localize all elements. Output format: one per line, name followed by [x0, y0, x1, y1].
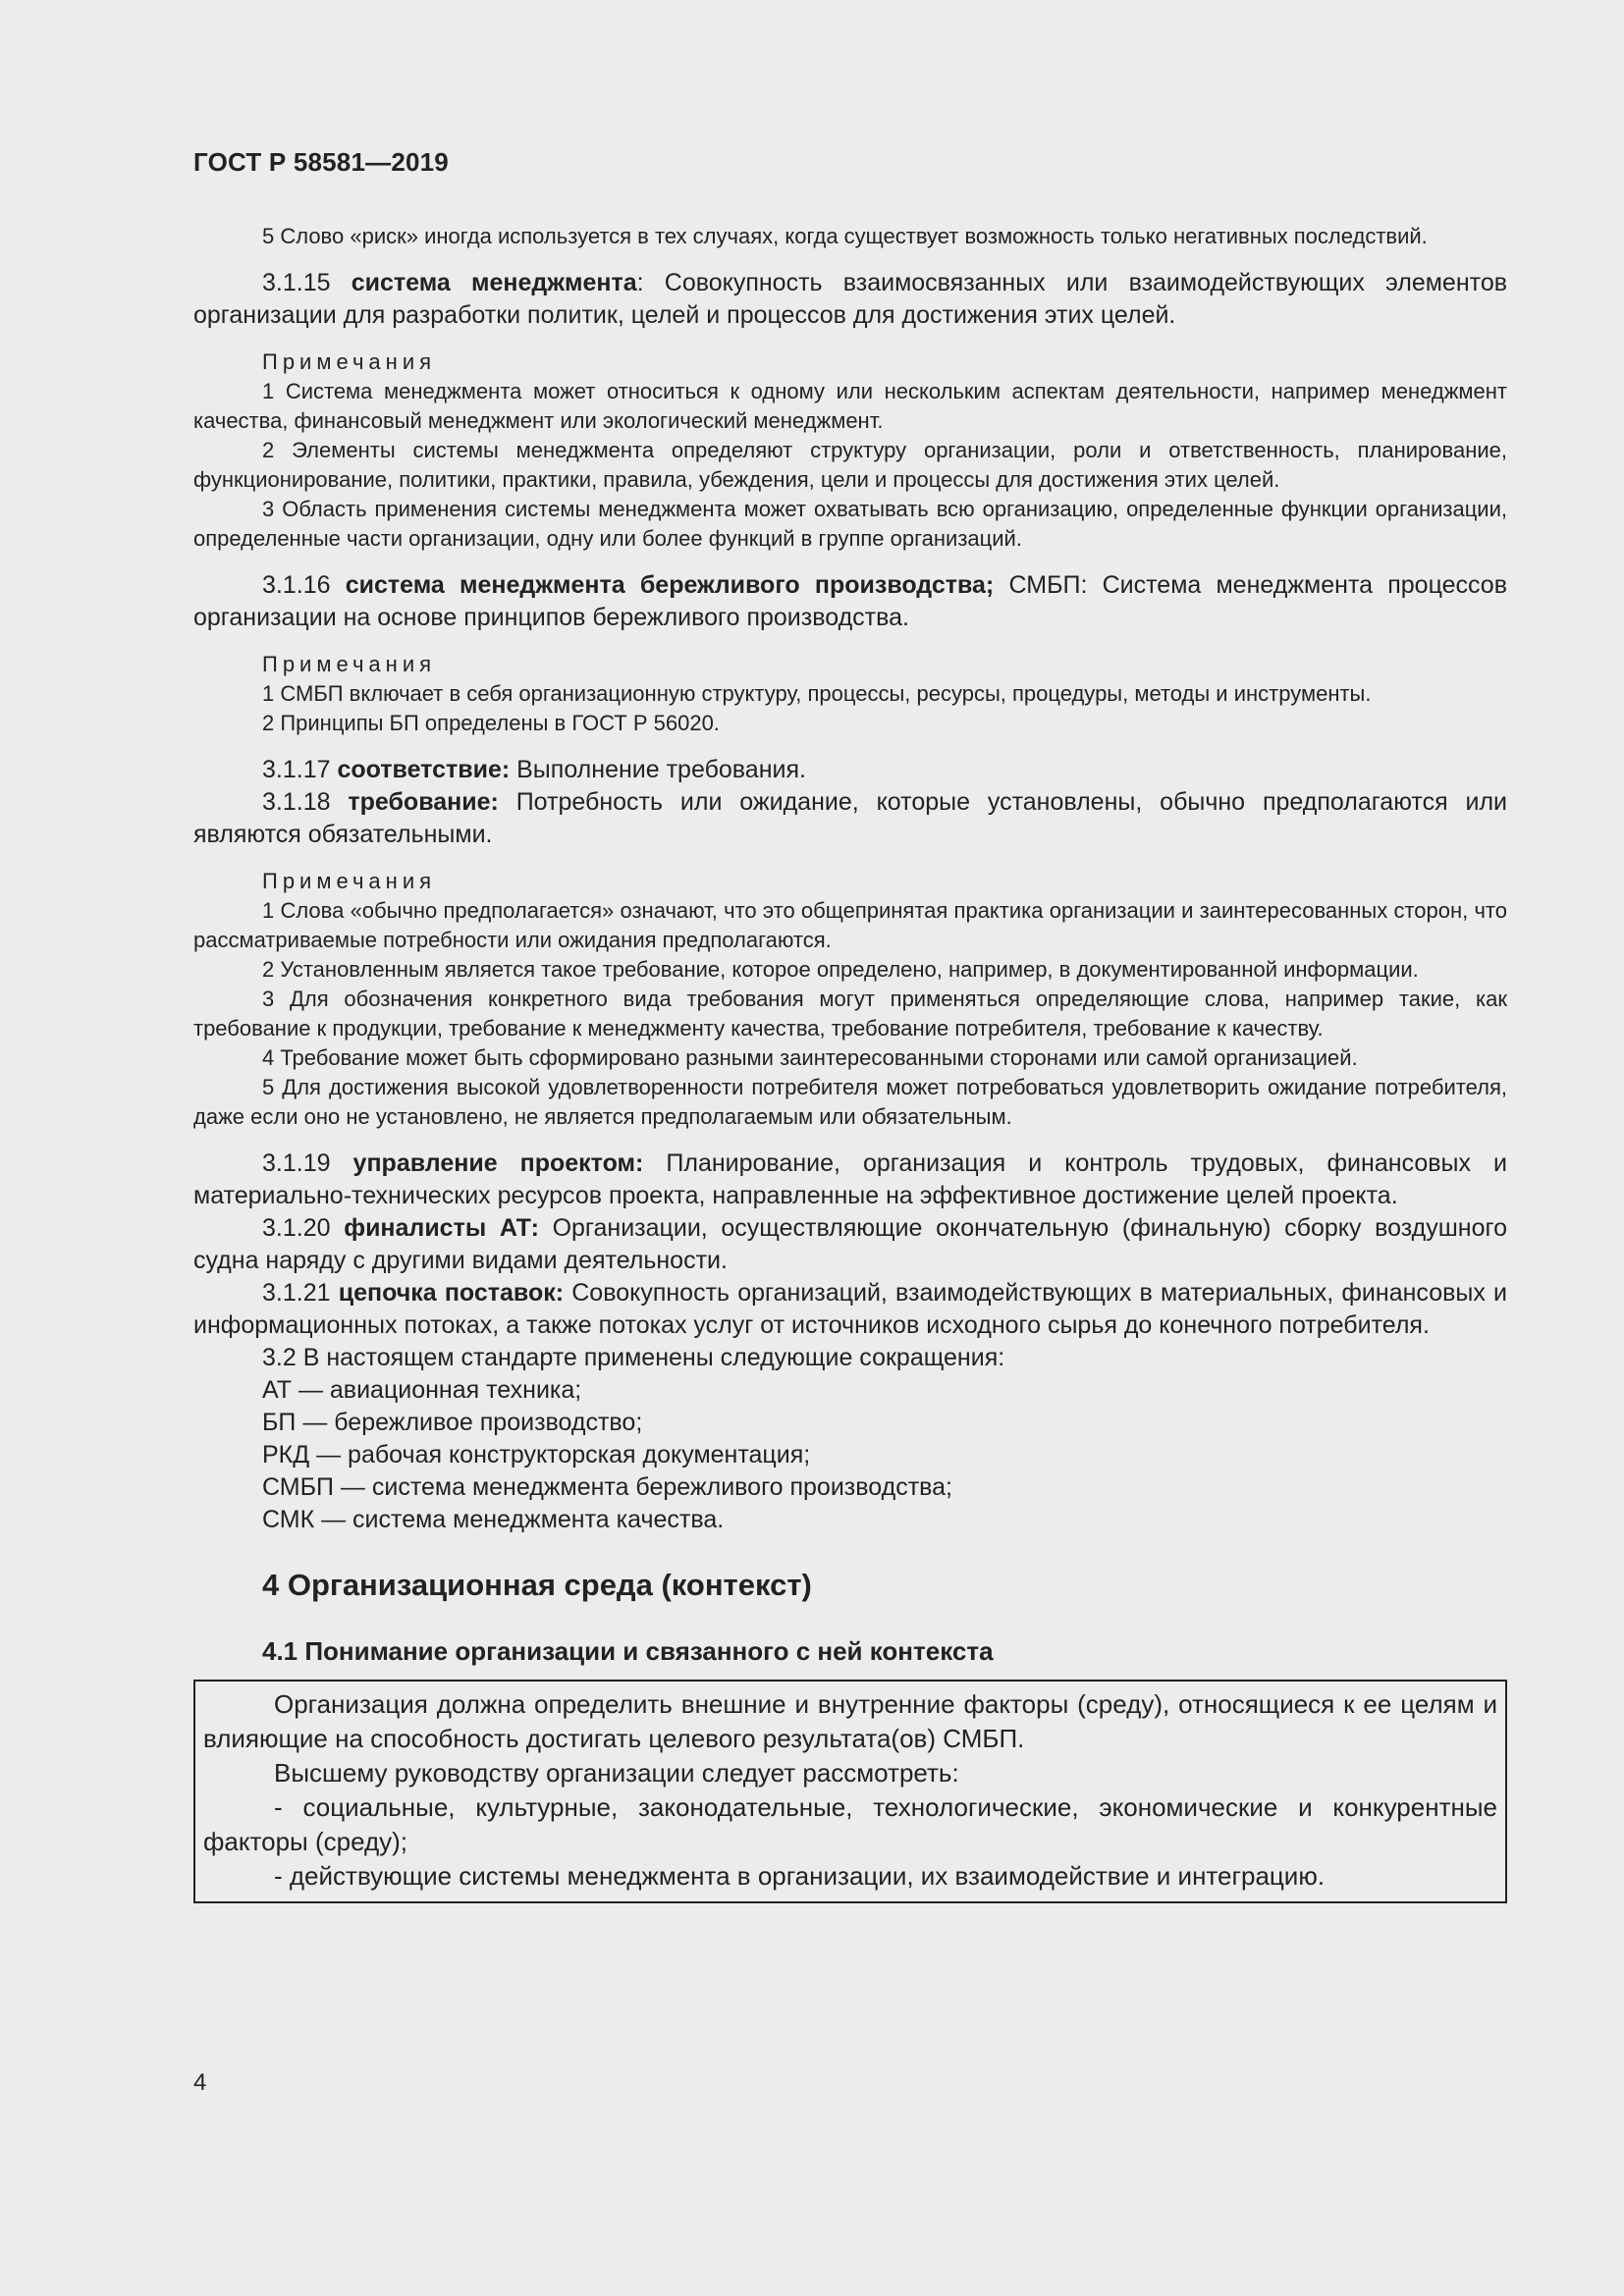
- note-item: 3 Для обозначения конкретного вида требования могут применяться определяющие слова, например такие, как требование к продукции, требование к менеджменту качества, требование потребителя, требование к качеству.: [193, 987, 1507, 1041]
- box-list-item: - действующие системы менеджмента в организации, их взаимодействие и интеграцию.: [274, 1861, 1326, 1891]
- abbreviation-item: СМБП — система менеджмента бережливого производства;: [262, 1473, 953, 1501]
- abbreviation-item: АТ — авиационная техника;: [262, 1376, 582, 1404]
- page-content: [193, 147, 1507, 1903]
- note-item: 2 Элементы системы менеджмента определяют структуру организации, роли и ответственность, планирование, функционирование, политики, практики, правила, убеждения, цели и процессы для достижения этих целей.: [193, 438, 1507, 492]
- notes-heading: Примечания: [262, 652, 437, 676]
- notes-heading: Примечания: [262, 349, 437, 374]
- box-paragraph: Организация должна определить внешние и внутренние факторы (среду), относящиеся к ее целям и влияющие на способность достигать целевого результата(ов) СМБП.: [203, 1689, 1497, 1753]
- page-number: 4: [193, 2069, 207, 2096]
- note-item: 3 Область применения системы менеджмента может охватывать всю организацию, определенные функции организации, определенные части организации, одну или более функций в группе организаций.: [193, 497, 1507, 551]
- note-item: 2 Установленным является такое требование, которое определено, например, в документированной информации.: [262, 957, 1419, 982]
- definition-3-1-19: 3.1.19 управление проектом: Планирование, организация и контроль трудовых, финансовых и материально-технических ресурсов проекта, направленные на эффективное достижение целей проекта.: [193, 1149, 1507, 1209]
- framed-requirement-box: [193, 1680, 1507, 1903]
- note-item: 1 Слова «обычно предполагается» означают, что это общепринятая практика организации и заинтересованных сторон, что рассматриваемые потребности или ожидания предполагаются.: [193, 898, 1507, 952]
- abbreviation-item: БП — бережливое производство;: [262, 1409, 643, 1436]
- abbreviations-intro: 3.2 В настоящем стандарте применены следующие сокращения:: [262, 1344, 1005, 1371]
- definition-3-1-17: 3.1.17 соответствие: Выполнение требования.: [262, 756, 806, 783]
- note-risk: 5 Слово «риск» иногда используется в тех случаях, когда существует возможность только негативных последствий.: [262, 224, 1428, 248]
- section-4-title: 4 Организационная среда (контекст): [262, 1568, 812, 1602]
- definition-3-1-20: 3.1.20 финалисты АТ: Организации, осуществляющие окончательную (финальную) сборку воздушного судна наряду с другими видами деятельности.: [193, 1214, 1507, 1274]
- note-item: 1 Система менеджмента может относиться к одному или нескольким аспектам деятельности, например менеджмент качества, финансовый менеджмент или экологический менеджмент.: [193, 379, 1507, 433]
- definition-3-1-21: 3.1.21 цепочка поставок: Совокупность организаций, взаимодействующих в материальных, финансовых и информационных потоках, а также потоках услуг от источников исходного сырья до конечного потребителя.: [193, 1279, 1507, 1339]
- document-code: ГОСТ Р 58581—2019: [193, 147, 449, 177]
- note-item: 2 Принципы БП определены в ГОСТ Р 56020.: [262, 711, 720, 735]
- note-item: 4 Требование может быть сформировано разными заинтересованными сторонами или самой организацией.: [262, 1045, 1358, 1070]
- box-list-item: - социальные, культурные, законодательные, технологические, экономические и конкурентные факторы (среду);: [203, 1792, 1497, 1856]
- abbreviation-item: СМК — система менеджмента качества.: [262, 1506, 725, 1533]
- definition-3-1-15: 3.1.15 система менеджмента: Совокупность взаимосвязанных или взаимодействующих элементов организации для разработки политик, целей и процессов для достижения этих целей.: [193, 269, 1508, 329]
- box-paragraph: Высшему руководству организации следует рассмотреть:: [274, 1758, 959, 1788]
- section-4-1-title: 4.1 Понимание организации и связанного с ней контекста: [262, 1636, 994, 1666]
- note-item: 5 Для достижения высокой удовлетворенности потребителя может потребоваться удовлетворить ожидание потребителя, даже если оно не установлено, не является предполагаемым или обязательным.: [193, 1075, 1507, 1129]
- abbreviation-item: РКД — рабочая конструкторская документация;: [262, 1441, 811, 1468]
- definition-3-1-16: 3.1.16 система менеджмента бережливого производства; СМБП: Система менеджмента процессов организации на основе принципов бережливого производства.: [193, 571, 1507, 631]
- note-item: 1 СМБП включает в себя организационную структуру, процессы, ресурсы, процедуры, методы и инструменты.: [262, 681, 1372, 706]
- definition-3-1-18: 3.1.18 требование: Потребность или ожидание, которые установлены, обычно предполагаются или являются обязательными.: [193, 788, 1507, 848]
- notes-heading: Примечания: [262, 869, 437, 893]
